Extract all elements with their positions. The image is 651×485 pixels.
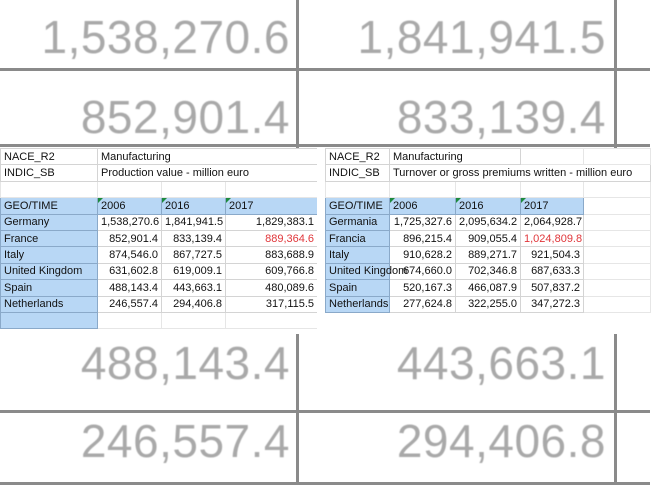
zoomed-value: 294,406.8: [396, 415, 606, 467]
country-cell[interactable]: Italy: [326, 247, 390, 263]
value-cell[interactable]: 874,546.0: [98, 247, 162, 263]
cell[interactable]: NACE_R2: [1, 149, 98, 165]
highlighted-value-cell[interactable]: 1,024,809.8: [521, 230, 584, 246]
cell[interactable]: [584, 280, 651, 296]
cell[interactable]: [521, 181, 584, 197]
zoomed-value: 852,901.4: [80, 91, 290, 143]
value-cell[interactable]: 488,143.4: [98, 280, 162, 296]
zoomed-value: 1,841,941.5: [357, 11, 606, 63]
value-cell[interactable]: 1,841,941.5: [162, 214, 226, 230]
grid-line-horizontal: [0, 144, 650, 147]
meta-row: [1, 165, 318, 181]
highlighted-value-cell[interactable]: 889,364.6: [226, 230, 318, 246]
value-cell[interactable]: 883,688.9: [226, 247, 318, 263]
value-cell[interactable]: 2,064,928.7: [521, 214, 584, 230]
value-cell[interactable]: 833,139.4: [162, 230, 226, 246]
value-cell[interactable]: 702,346.8: [456, 263, 521, 279]
value-cell[interactable]: 619,009.1: [162, 263, 226, 279]
cell[interactable]: [584, 230, 651, 246]
cell[interactable]: [98, 181, 162, 197]
value-cell[interactable]: 852,901.4: [98, 230, 162, 246]
value-cell[interactable]: 466,087.9: [456, 280, 521, 296]
value-cell[interactable]: 507,837.2: [521, 280, 584, 296]
zoomed-value: 833,139.4: [396, 91, 606, 143]
cell[interactable]: INDIC_SB: [326, 165, 390, 181]
cell[interactable]: [584, 296, 651, 312]
value-cell[interactable]: 921,504.3: [521, 247, 584, 263]
country-cell[interactable]: United Kingdom: [326, 263, 390, 279]
value-cell[interactable]: 347,272.3: [521, 296, 584, 312]
header-row: [1, 198, 318, 214]
cell[interactable]: [584, 214, 651, 230]
cell[interactable]: Turnover or gross premiums written - million euro: [390, 165, 651, 181]
value-cell[interactable]: 277,624.8: [390, 296, 456, 312]
cell[interactable]: [584, 247, 651, 263]
empty-row: [1, 181, 318, 197]
table-row: [1, 214, 318, 230]
country-cell[interactable]: Netherlands: [326, 296, 390, 312]
cell[interactable]: Production value - million euro: [98, 165, 318, 181]
country-cell[interactable]: Spain: [1, 280, 98, 296]
country-cell[interactable]: France: [1, 230, 98, 246]
cell[interactable]: NACE_R2: [326, 149, 390, 165]
table-row: [326, 214, 651, 230]
value-cell[interactable]: 317,115.5: [226, 296, 318, 312]
right-spreadsheet: [325, 148, 651, 313]
cell[interactable]: INDIC_SB: [1, 165, 98, 181]
table-row: [326, 230, 651, 246]
value-cell[interactable]: 322,255.0: [456, 296, 521, 312]
spreadsheet-strip: [0, 148, 650, 334]
country-cell[interactable]: Germany: [1, 214, 98, 230]
value-cell[interactable]: 2,095,634.2: [456, 214, 521, 230]
table-row: [326, 247, 651, 263]
sheet-divider: [317, 148, 325, 334]
year-header[interactable]: 2016: [456, 198, 521, 214]
table-row: [326, 280, 651, 296]
cell[interactable]: Manufacturing: [98, 149, 318, 165]
value-cell[interactable]: 896,215.4: [390, 230, 456, 246]
cell[interactable]: [226, 312, 318, 328]
cell[interactable]: [584, 181, 651, 197]
zoomed-value: 443,663.1: [396, 337, 606, 389]
value-cell[interactable]: 631,602.8: [98, 263, 162, 279]
meta-row: [326, 149, 651, 165]
year-header[interactable]: 2017: [226, 198, 318, 214]
table-row: [326, 296, 651, 312]
value-cell[interactable]: 520,167.3: [390, 280, 456, 296]
value-cell[interactable]: 1,829,383.1: [226, 214, 318, 230]
cell[interactable]: [1, 312, 98, 328]
value-cell[interactable]: 1,538,270.6: [98, 214, 162, 230]
meta-row: [1, 149, 318, 165]
empty-row: [1, 312, 318, 328]
geo-time-header[interactable]: GEO/TIME: [326, 198, 390, 214]
country-cell[interactable]: Netherlands: [1, 296, 98, 312]
year-header[interactable]: 2017: [521, 198, 584, 214]
left-spreadsheet: [0, 148, 318, 329]
table-row: [1, 230, 318, 246]
grid-line-horizontal: [0, 410, 650, 413]
country-cell[interactable]: Germania: [326, 214, 390, 230]
cell[interactable]: [162, 312, 226, 328]
country-cell[interactable]: United Kingdom: [1, 263, 98, 279]
cell[interactable]: [521, 149, 584, 165]
value-cell[interactable]: 480,089.6: [226, 280, 318, 296]
cell[interactable]: [226, 181, 318, 197]
table-row: [1, 247, 318, 263]
country-cell[interactable]: Italy: [1, 247, 98, 263]
year-header[interactable]: 2016: [162, 198, 226, 214]
zoomed-value: 1,538,270.6: [41, 11, 290, 63]
grid-line-horizontal: [0, 68, 650, 71]
header-row: [326, 198, 651, 214]
cell[interactable]: [584, 198, 651, 214]
cell[interactable]: Manufacturing: [390, 149, 521, 165]
value-cell[interactable]: 246,557.4: [98, 296, 162, 312]
value-cell[interactable]: 609,766.8: [226, 263, 318, 279]
empty-row: [326, 181, 651, 197]
table-row: [1, 263, 318, 279]
value-cell[interactable]: 909,055.4: [456, 230, 521, 246]
value-cell[interactable]: 443,663.1: [162, 280, 226, 296]
geo-time-header[interactable]: GEO/TIME: [1, 198, 98, 214]
country-cell[interactable]: Francia: [326, 230, 390, 246]
cell[interactable]: [456, 181, 521, 197]
cell[interactable]: [98, 312, 162, 328]
value-cell[interactable]: 687,633.3: [521, 263, 584, 279]
cell[interactable]: [162, 181, 226, 197]
cell[interactable]: [584, 149, 651, 165]
zoomed-value: 488,143.4: [80, 337, 290, 389]
value-cell[interactable]: 889,271.7: [456, 247, 521, 263]
value-cell[interactable]: 294,406.8: [162, 296, 226, 312]
cell[interactable]: [584, 263, 651, 279]
zoomed-value: 246,557.4: [80, 415, 290, 467]
value-cell[interactable]: 674,660.0: [390, 263, 456, 279]
table-row: [326, 263, 651, 279]
year-header[interactable]: 2006: [390, 198, 456, 214]
year-header[interactable]: 2006: [98, 198, 162, 214]
cell[interactable]: [326, 181, 390, 197]
table-row: [1, 296, 318, 312]
cell[interactable]: [1, 181, 98, 197]
table-row: [1, 280, 318, 296]
value-cell[interactable]: 910,628.2: [390, 247, 456, 263]
value-cell[interactable]: 1,725,327.6: [390, 214, 456, 230]
value-cell[interactable]: 867,727.5: [162, 247, 226, 263]
meta-row: [326, 165, 651, 181]
cell[interactable]: [390, 181, 456, 197]
country-cell[interactable]: Spain: [326, 280, 390, 296]
